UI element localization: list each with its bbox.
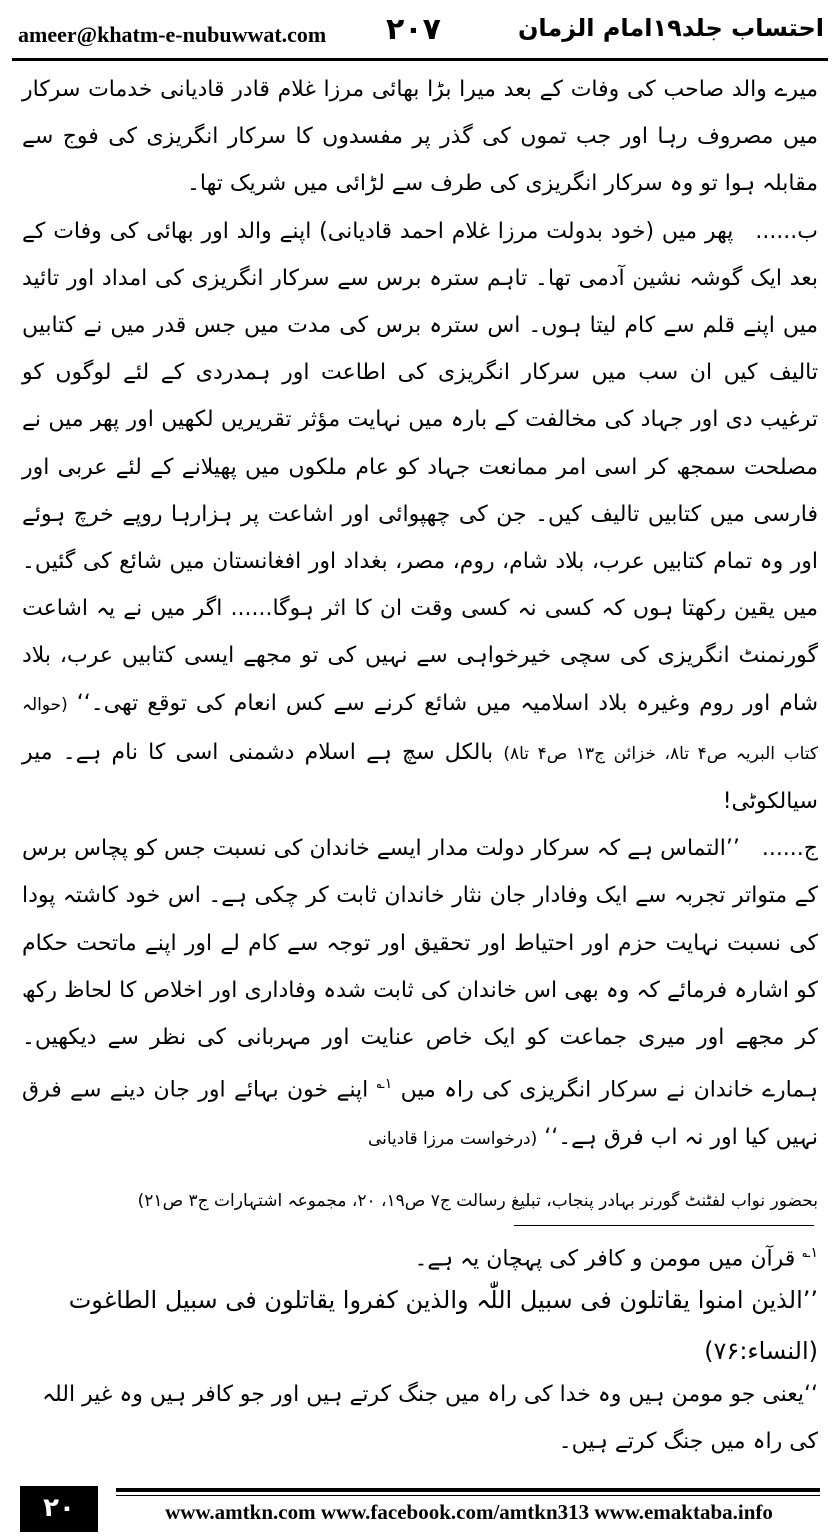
footer-links: www.amtkn.com www.facebook.com/amtkn313 www.emaktaba.info — [165, 1500, 773, 1524]
page-footer — [20, 1486, 820, 1532]
header-rule — [12, 58, 828, 61]
citation: بحضور نواب لفٹنٹ گورنر بہادر پنجاب، تبلیغ رسالت ج۷ ص۱۹، ۲۰، مجموعہ اشتہارات ج۳ ص۲۱) — [137, 1191, 818, 1211]
footnote-translation: ‘‘یعنی جو مومن ہیں وہ خدا کی راہ میں جنگ کرتے ہیں اور جو کافر ہیں وہ غیر اللہ کی راہ میں جنگ کرتے ہیں۔ — [42, 1382, 818, 1454]
paragraph-j-continued: اپنے خون بہائے اور جان دینے سے فرق نہیں کیا اور نہ اب فرق ہے۔‘‘ — [22, 1077, 818, 1150]
footnote-marker: ۱؎ — [802, 1245, 818, 1261]
header-title: احتساب جلد۱۹امام الزمان — [517, 14, 824, 42]
paragraph-j-reference: (درخواست مرزا قادیانی — [367, 1128, 538, 1149]
paragraph-j-text: ’’التماس ہے کہ سرکار دولت مدار ایسے خاندان کی نسبت جس کو پچاس برس کے متواتر تجربہ سے ایک وفادار جان نثار خاندان ثابت کر چکی ہے۔ اس خود کاشتہ پودا کی نسبت نہایت حزم اور احتیاط اور تحقیق اور توجہ سے کام لے اور اپنے ماتحت حکام کو اشارہ فرمائے کہ وہ بھی اس خاندان کی ثابت شدہ وفاداری اور اخلاص کا لحاظ رکھ کر مجھے اور میری جماعت کو ایک خاص عنایت اور مہربانی کی نظر سے دیکھیں۔ ہمارے خاندان نے سرکار انگریزی کی راہ میں — [22, 836, 818, 1103]
footnote-intro-text: قرآن میں مومن و کافر کی پہچان یہ ہے۔ — [414, 1246, 796, 1272]
paragraph-b-tail: بالکل سچ ہے اسلام دشمنی اسی کا نام ہے۔ میر سیالکوٹی! — [22, 739, 818, 815]
paragraph-b — [22, 208, 818, 826]
paragraph-b-reference: (حوالہ کتاب البریہ ص۴ تا۸، خزائن ج۱۳ ص۴ تا۸) — [22, 694, 818, 764]
paragraph-b-marker: ب...... — [755, 218, 818, 244]
page-body — [22, 66, 818, 1163]
footer-thick-rule — [116, 1488, 820, 1492]
paragraph-j-marker: ج...... — [761, 836, 818, 862]
footnote-rule — [514, 1225, 814, 1226]
footnote-intro — [22, 1231, 818, 1281]
header-email: ameer@khatm-e-nubuwwat.com — [18, 22, 327, 47]
footnote-arabic-verse: ’’الذین امنوا یقاتلون فی سبیل اللّٰہ والذین کفروا یقاتلون فی سبیل الطاغوت (النساء:۷۶) — [68, 1286, 818, 1365]
paragraph-intro-text: میرے والد صاحب کی وفات کے بعد میرا بڑا بھائی مرزا غلام قادر قادیانی خدمات سرکار میں مصروف رہا اور جب تموں کی گذر پر مفسدوں کا سرکار انگریزی کی فوج سے مقابلہ ہوا تو وہ سرکار انگریزی کی طرف سے لڑائی میں شریک تھا۔ — [22, 77, 818, 197]
footer-thin-rule — [116, 1495, 820, 1496]
header-page-number: ۲۰۷ — [386, 12, 441, 47]
paragraph-intro — [22, 66, 818, 208]
page-header — [10, 8, 830, 56]
paragraph-b-text: پھر میں (خود بدولت مرزا غلام احمد قادیانی) اپنے والد اور بھائی کی وفات کے بعد ایک گوشہ نشین آدمی تھا۔ تاہم سترہ برس سے سرکار انگریزی کی امداد اور تائید میں اپنے قلم سے کام لیتا ہوں۔ اس سترہ برس کی مدت میں جس قدر میں نے کتابیں تالیف کیں ان سب میں سرکار انگریزی کی اطاعت اور ہمدردی کے لئے لوگوں کو ترغیب دی اور جہاد کی مخالفت کے بارہ میں نہایت مؤثر تقریریں لکھیں اور پھر میں نے مصلحت سمجھ کر اسی امر ممانعت جہاد کو عام ملکوں میں پھیلانے کے لئے عربی اور فارسی میں کتابیں تالیف کیں۔ جن کی چھپوائی اور اشاعت پر ہزارہا روپے خرچ ہوئے اور وہ تمام کتابیں عرب، بلاد شام، روم، مصر، بغداد اور افغانستان میں شائع کی گئیں۔ میں یقین رکھتا ہوں کہ کسی نہ کسی وقت ان کا اثر ہوگا...... اگر میں نے یہ اشاعت گورنمنٹ انگریزی کی سچی خیرخواہی سے نہیں کی تو مجھے ایسی کتابیں عرب، بلاد شام اور روم وغیرہ بلاد اسلامیہ میں شائع کرنے سے کس انعام کی توقع تھی۔‘‘ — [22, 218, 818, 716]
footer-page-number: ۲۰ — [20, 1486, 98, 1532]
paragraph-j — [22, 825, 818, 1163]
paragraph-j-footnote-mark: ۱؎ — [376, 1076, 393, 1093]
